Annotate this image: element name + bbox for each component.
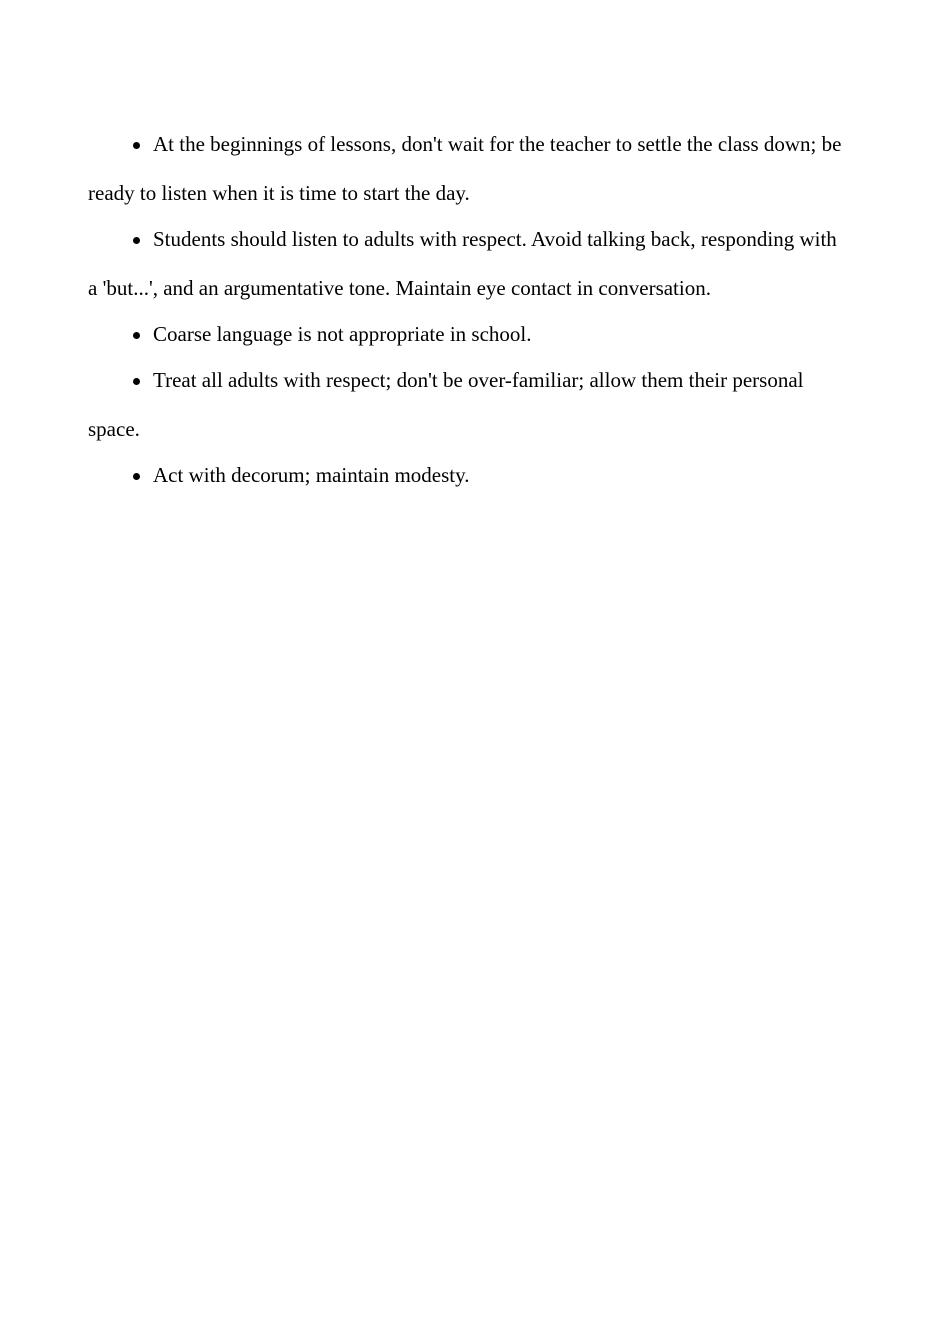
list-item-text: Students should listen to adults with respect. Avoid talking back, responding with a 'but...', and an argumentative tone. Maintain eye contact in conversation. xyxy=(88,227,837,300)
list-item-text: Coarse language is not appropriate in school. xyxy=(153,322,532,346)
list-item xyxy=(88,356,850,454)
list-item xyxy=(88,120,850,218)
bullet-icon xyxy=(133,473,140,480)
list-item-text: Act with decorum; maintain modesty. xyxy=(153,463,470,487)
bullet-icon xyxy=(133,237,140,244)
conduct-bullet-list xyxy=(88,120,850,497)
bullet-icon xyxy=(133,142,140,149)
bullet-icon xyxy=(133,332,140,339)
list-item-text: At the beginnings of lessons, don't wait for the teacher to settle the class down; be ready to listen when it is time to start the day. xyxy=(88,132,842,205)
list-item-text: Treat all adults with respect; don't be over-familiar; allow them their personal space. xyxy=(88,368,804,441)
list-item xyxy=(88,215,850,313)
bullet-icon xyxy=(133,378,140,385)
list-item xyxy=(88,310,850,359)
list-item xyxy=(88,451,850,500)
